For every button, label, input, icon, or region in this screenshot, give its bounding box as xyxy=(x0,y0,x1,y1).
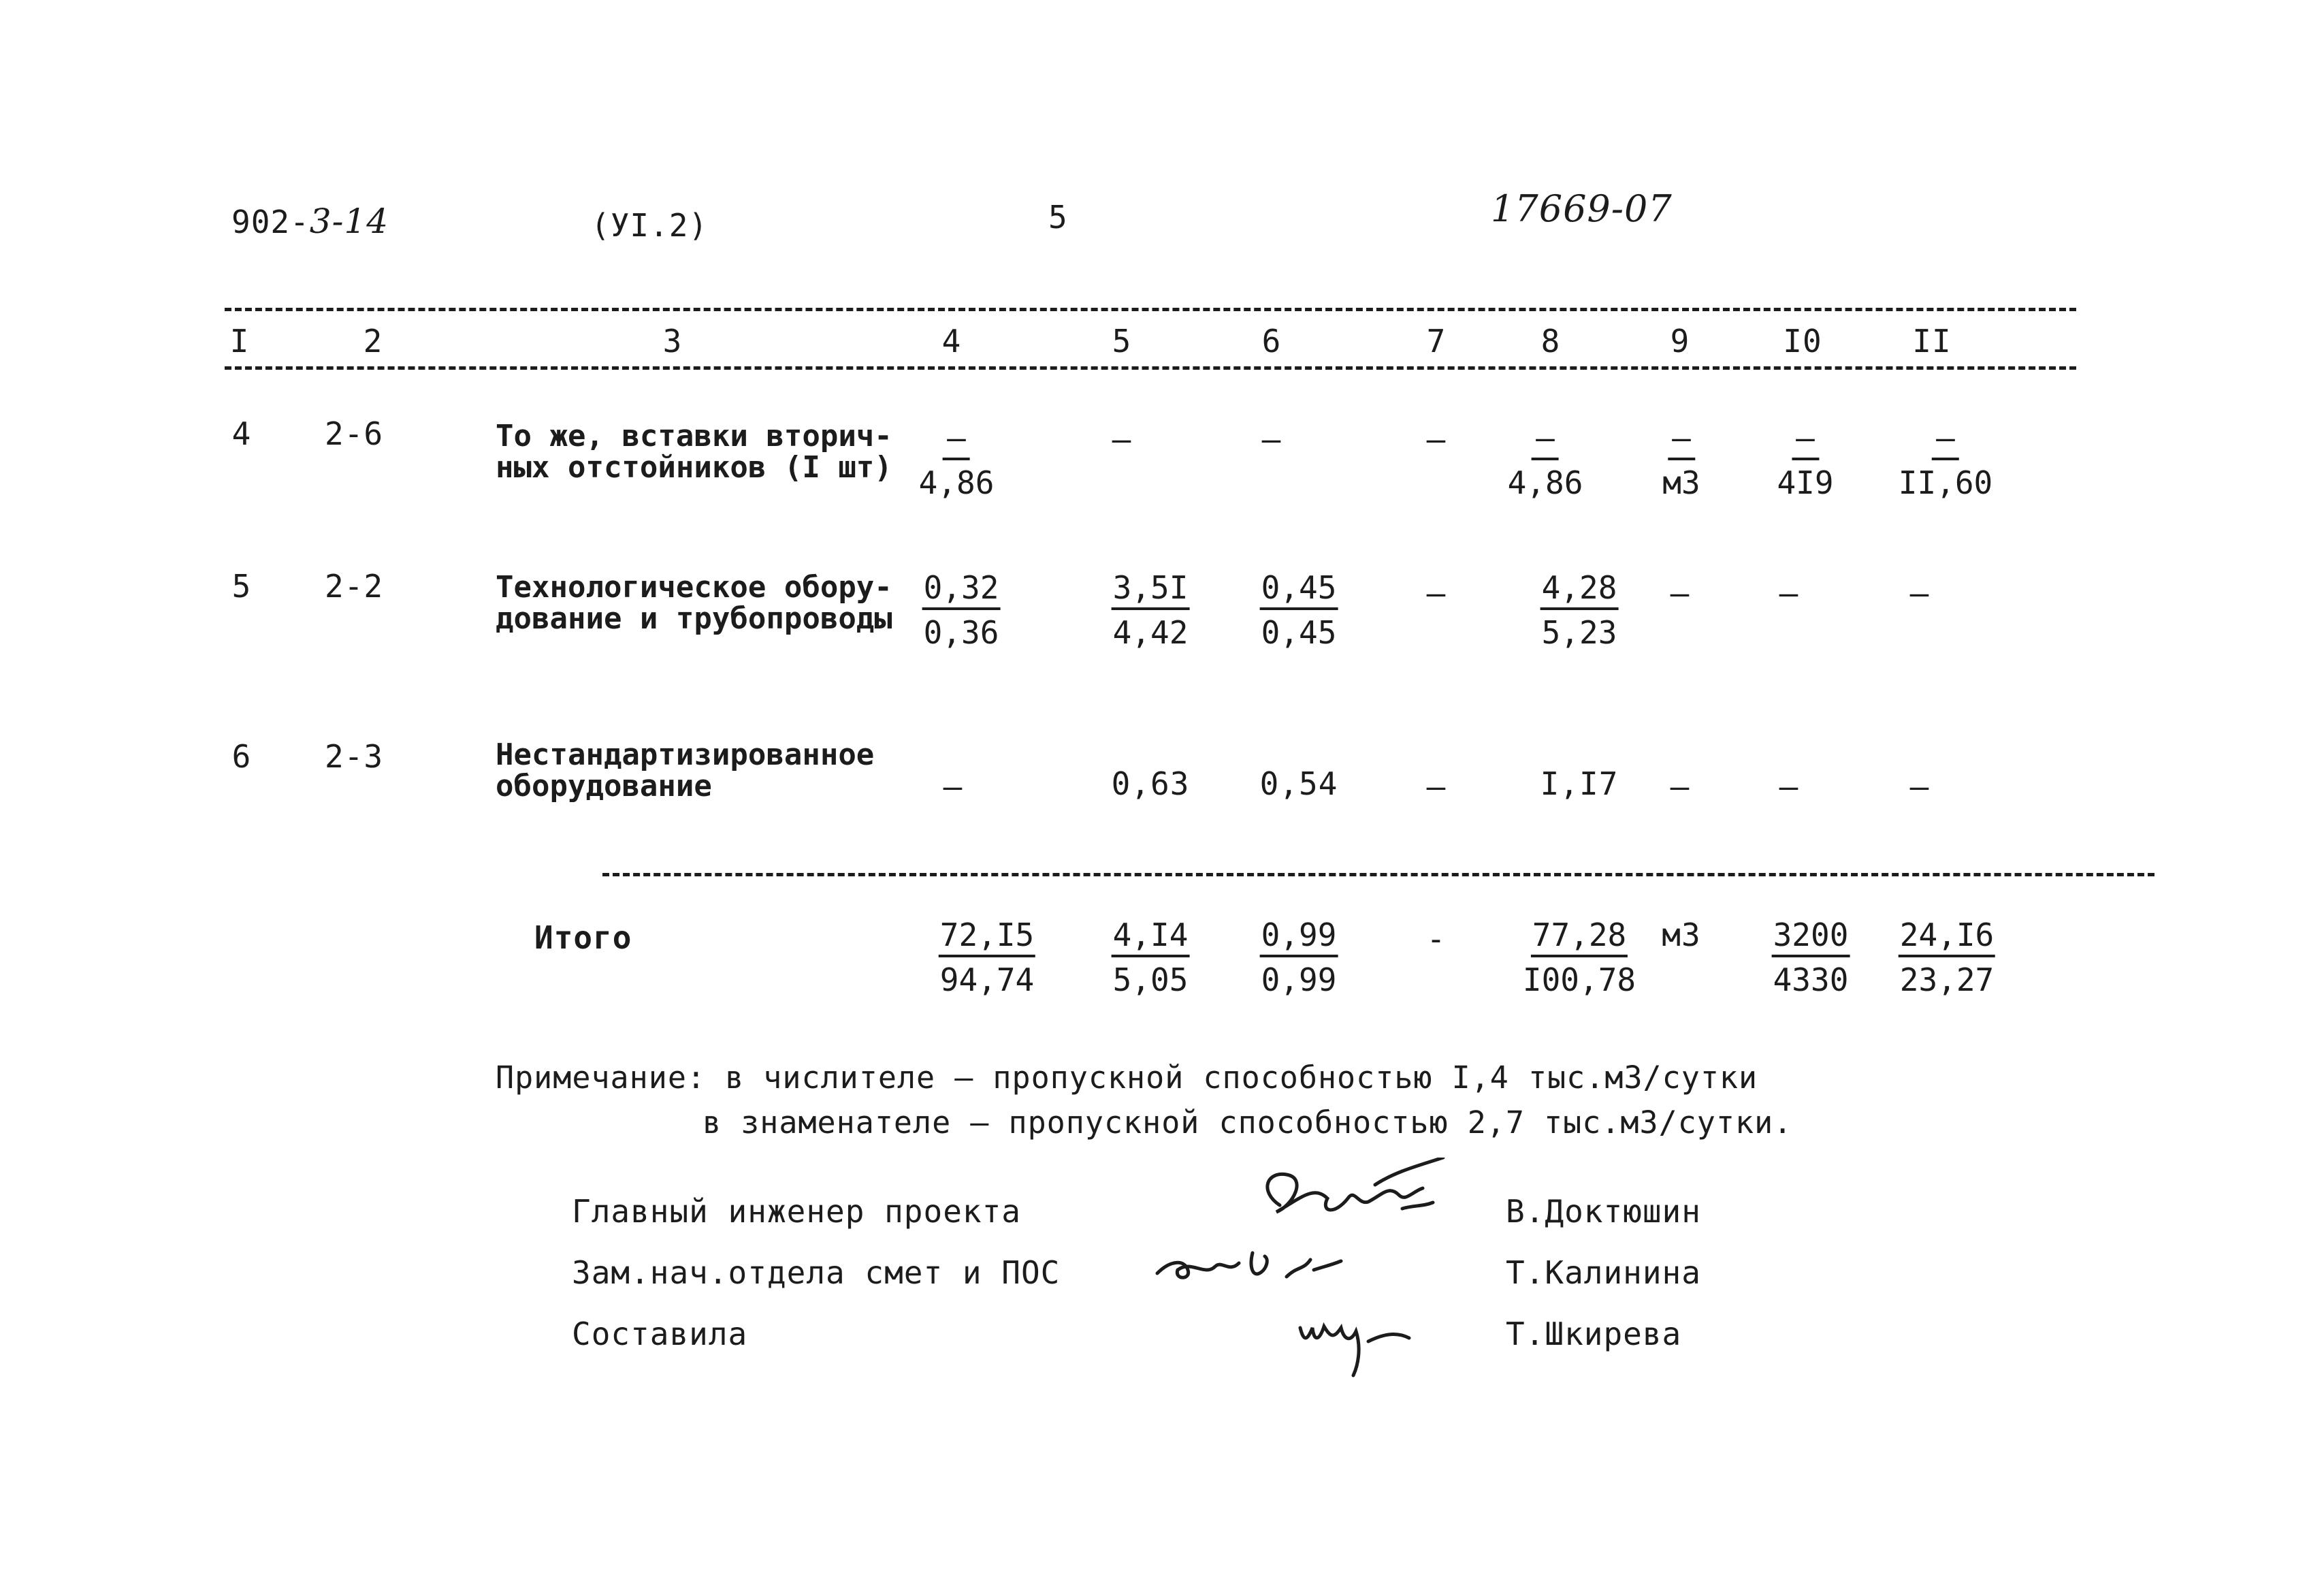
signature-role: Главный инженер проекта xyxy=(572,1193,1021,1230)
total-col9-unit: м3 xyxy=(1662,917,1701,953)
page-number: 5 xyxy=(1048,199,1068,236)
col-header-10: I0 xyxy=(1783,323,1822,360)
total-col11: $\frac{24,I6}{23,27}$ xyxy=(1899,917,1995,998)
cell-col11: – xyxy=(1909,575,1930,611)
total-col4: $\frac{72,I5}{94,74}$ xyxy=(939,917,1035,998)
row-reference: 2-6 xyxy=(324,415,384,452)
cell-col8: $\frac{4,28}{5,23}$ xyxy=(1541,569,1617,651)
signature-name: В.Доктюшин xyxy=(1506,1193,1701,1230)
project-code-printed: 902- xyxy=(231,204,310,240)
total-col5: $\frac{4,I4}{5,05}$ xyxy=(1112,917,1189,998)
cell-col6: – xyxy=(1261,421,1282,458)
header-bottom-rule xyxy=(225,366,2076,370)
description-line: ных отстойников (I шт) xyxy=(496,450,892,485)
cell-col10: – 4I9 xyxy=(1777,419,1834,501)
row-description xyxy=(496,572,892,635)
col-header-1: I xyxy=(229,323,250,360)
col-header-6: 6 xyxy=(1261,323,1282,360)
signature-role: Составила xyxy=(572,1316,748,1352)
col-header-4: 4 xyxy=(941,323,962,360)
cell-col11: – xyxy=(1909,768,1930,805)
handwritten-signature-2 xyxy=(1150,1239,1355,1294)
cell-col7: – xyxy=(1426,421,1447,458)
row-number: 5 xyxy=(231,568,252,605)
project-code-handwritten: 3-14 xyxy=(309,202,389,241)
signature-name: Т.Калинина xyxy=(1506,1254,1701,1291)
cell-col4: – 4,86 xyxy=(918,419,995,501)
cell-col4: – xyxy=(943,768,963,805)
cell-col6: $\frac{0,45}{0,45}$ xyxy=(1261,569,1337,651)
handwritten-signature-1 xyxy=(1239,1158,1457,1246)
cell-col9: – м3 xyxy=(1662,419,1700,501)
project-code xyxy=(231,202,389,241)
description-line: Нестандартизированное xyxy=(496,737,875,772)
cell-col5: 0,63 xyxy=(1111,765,1190,802)
handwritten-signature-3 xyxy=(1293,1301,1430,1382)
cell-col7: – xyxy=(1426,575,1447,611)
signature-role: Зам.нач.отдела смет и ПОС xyxy=(572,1254,1061,1291)
row-number: 6 xyxy=(231,738,252,775)
cell-col7: – xyxy=(1426,768,1447,805)
cell-col5: $\frac{3,5I}{4,42}$ xyxy=(1112,569,1189,651)
cell-col10: – xyxy=(1779,768,1799,805)
cell-col5: – xyxy=(1112,421,1132,458)
col-header-7: 7 xyxy=(1426,323,1447,360)
total-col10: $\frac{3200}{4330}$ xyxy=(1773,917,1849,998)
col-header-5: 5 xyxy=(1112,323,1132,360)
description-line: То же, вставки вторич- xyxy=(496,419,892,453)
cell-col11: – II,60 xyxy=(1898,419,1993,501)
total-col8: $\frac{77,28}{I00,78}$ xyxy=(1522,917,1636,998)
col-header-9: 9 xyxy=(1670,323,1690,360)
description-line: оборудование xyxy=(496,769,712,803)
cell-col10: – xyxy=(1779,575,1799,611)
row-reference: 2-3 xyxy=(324,738,384,775)
totals-rule xyxy=(602,873,2154,876)
total-col6: $\frac{0,99}{0,99}$ xyxy=(1261,917,1337,998)
cell-col8: I,I7 xyxy=(1540,765,1619,802)
col-header-2: 2 xyxy=(363,323,383,360)
header-top-rule xyxy=(225,308,2076,311)
signature-name: Т.Шкирева xyxy=(1506,1316,1682,1352)
col-header-8: 8 xyxy=(1540,323,1561,360)
row-number: 4 xyxy=(231,415,252,452)
row-description xyxy=(496,739,874,802)
col-header-11: II xyxy=(1912,323,1952,360)
document-number: 17669-07 xyxy=(1491,187,1673,230)
cell-col6: 0,54 xyxy=(1259,765,1338,802)
description-line: дование и трубопроводы xyxy=(496,601,892,636)
description-line: Технологическое обору- xyxy=(496,570,892,605)
cell-col9: – xyxy=(1670,575,1690,611)
col-header-3: 3 xyxy=(662,323,683,360)
row-description xyxy=(496,421,892,483)
cell-col4: $\frac{0,32}{0,36}$ xyxy=(923,569,999,651)
cell-col9: – xyxy=(1670,768,1690,805)
total-col7: - xyxy=(1426,921,1447,957)
row-reference: 2-2 xyxy=(324,568,384,605)
totals-label: Итого xyxy=(534,919,632,956)
cell-col8: – 4,86 xyxy=(1507,419,1583,501)
note-line-2: в знаменателе – пропускной способностью 2,7 тыс.м3/сутки. xyxy=(703,1104,1793,1141)
note-line-1: Примечание: в числителе – пропускной способностью I,4 тыс.м3/сутки xyxy=(496,1060,1758,1096)
section-label: (УI.2) xyxy=(591,207,709,244)
